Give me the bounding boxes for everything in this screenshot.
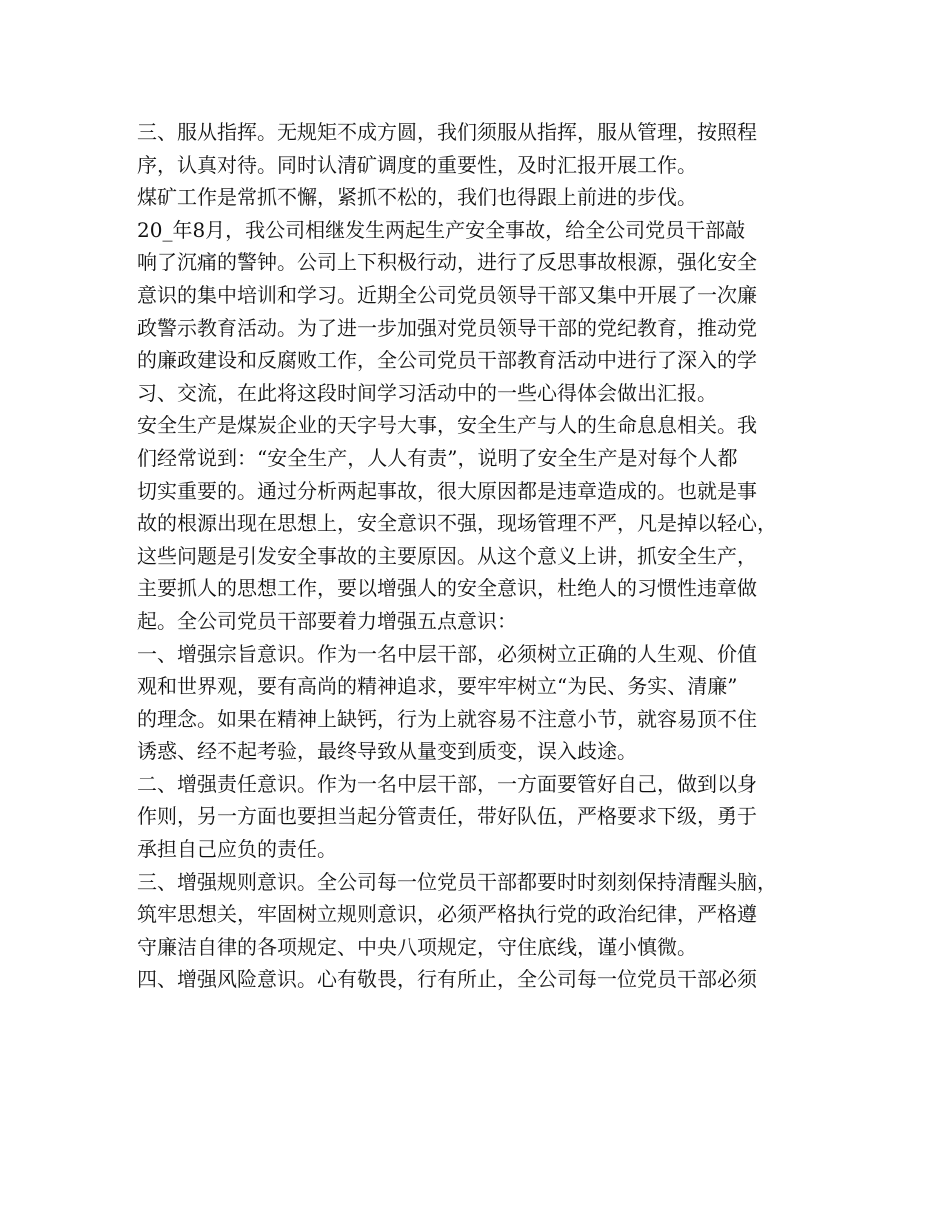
text-line: 起。全公司党员干部要着力增强五点意识： [137,608,517,633]
text-line: 20_年8月，我公司相继发生两起生产安全事故，给全公司党员干部敲 [137,217,746,242]
text-line: 故的根源出现在思想上，安全意识不强，现场管理不严，凡是掉以轻心， [137,511,777,536]
text-line: 政警示教育活动。为了进一步加强对党员领导干部的党纪教育，推动党 [137,315,757,340]
text-line: 序，认真对待。同时认清矿调度的重要性，及时汇报开展工作。 [137,152,697,177]
text-line: 三、增强规则意识。全公司每一位党员干部都要时时刻刻保持清醒头脑， [137,869,777,894]
text-line: 二、增强责任意识。作为一名中层干部，一方面要管好自己，做到以身 [137,771,757,796]
text-line: 的廉政建设和反腐败工作，全公司党员干部教育活动中进行了深入的学 [137,348,757,373]
text-line: 守廉洁自律的各项规定、中央八项规定，守住底线，谨小慎微。 [137,934,697,959]
text-line: 一、增强宗旨意识。作为一名中层干部，必须树立正确的人生观、价值 [137,641,757,666]
text-line: 响了沉痛的警钟。公司上下积极行动，进行了反思事故根源，强化安全 [137,250,757,275]
text-line: 切实重要的。通过分析两起事故，很大原因都是违章造成的。也就是事 [137,478,757,503]
text-line: 习、交流，在此将这段时间学习活动中的一些心得体会做出汇报。 [137,380,717,405]
text-line: 主要抓人的思想工作，要以增强人的安全意识，杜绝人的习惯性违章做 [137,576,757,601]
text-line: 三、服从指挥。无规矩不成方圆，我们须服从指挥，服从管理，按照程 [137,120,757,144]
text-line: 们经常说到：“安全生产，人人有责”，说明了安全生产是对每个人都 [137,445,738,470]
text-line: 观和世界观，要有高尚的精神追求，要牢牢树立“为民、务实、清廉” [137,674,738,699]
text-line: 意识的集中培训和学习。近期全公司党员领导干部又集中开展了一次廉 [137,282,757,307]
text-line: 这些问题是引发安全事故的主要原因。从这个意义上讲，抓安全生产， [137,543,757,568]
document-body [137,116,827,996]
text-line: 的理念。如果在精神上缺钙，行为上就容易不注意小节，就容易顶不住 [137,706,757,731]
text-line: 诱惑、经不起考验，最终导致从量变到质变，误入歧途。 [137,739,637,764]
text-line: 四、增强风险意识。心有敬畏，行有所止，全公司每一位党员干部必须 [137,967,757,992]
text-line: 承担自己应负的责任。 [137,837,337,862]
text-line: 作则，另一方面也要担当起分管责任，带好队伍，严格要求下级，勇于 [137,804,757,829]
text-line: 安全生产是煤炭企业的天字号大事，安全生产与人的生命息息相关。我 [137,413,757,438]
text-line: 筑牢思想关，牢固树立规则意识，必须严格执行党的政治纪律，严格遵 [137,902,757,927]
text-line: 煤矿工作是常抓不懈，紧抓不松的，我们也得跟上前进的步伐。 [137,185,697,210]
